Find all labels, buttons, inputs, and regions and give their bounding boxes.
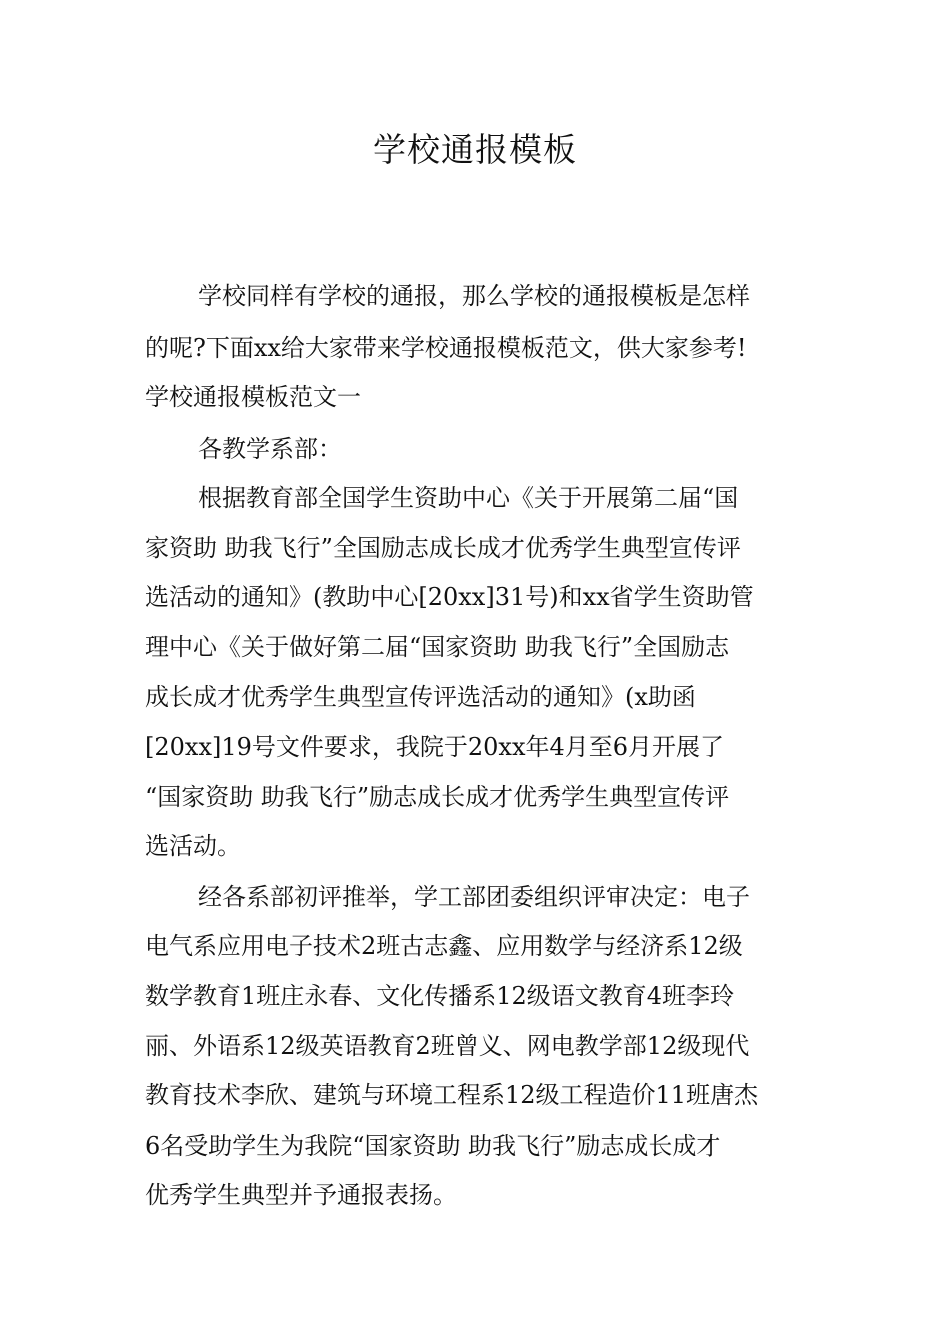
body-line: 选活动的通知》(教助中心[20xx]31号)和xx省学生资助管 <box>145 583 754 611</box>
salutation: 各教学系部： <box>198 435 342 463</box>
body-line: 丽、外语系12级英语教育2班曾义、网电教学部12级现代 <box>145 1032 750 1060</box>
body-line: 经各系部初评推举，学工部团委组织评审决定：电子 <box>198 883 750 911</box>
section-heading: 学校通报模板范文一 <box>145 383 361 411</box>
body-line: 学校同样有学校的通报，那么学校的通报模板是怎样 <box>198 282 750 310</box>
body-line: 理中心《关于做好第二届“国家资助 助我飞行”全国励志 <box>145 633 730 661</box>
body-line: 的呢?下面xx给大家带来学校通报模板范文，供大家参考! <box>145 334 747 362</box>
body-line: 家资助 助我飞行”全国励志成长成才优秀学生典型宣传评 <box>145 534 741 562</box>
body-line: 选活动。 <box>145 832 241 860</box>
body-line: 根据教育部全国学生资助中心《关于开展第二届“国 <box>198 484 739 512</box>
body-line: 数学教育1班庄永春、文化传播系12级语文教育4班李玲 <box>145 982 735 1010</box>
document-title: 学校通报模板 <box>373 130 577 169</box>
body-line: 电气系应用电子技术2班古志鑫、应用数学与经济系12级 <box>145 932 743 960</box>
body-line: 6名受助学生为我院“国家资助 助我飞行”励志成长成才 <box>145 1132 721 1160</box>
body-line: 成长成才优秀学生典型宣传评选活动的通知》(x助函 <box>145 683 696 711</box>
body-line: 教育技术李欣、建筑与环境工程系12级工程造价11班唐杰 <box>145 1081 759 1109</box>
body-line: 优秀学生典型并予通报表扬。 <box>145 1181 457 1209</box>
body-line: “国家资助 助我飞行”励志成长成才优秀学生典型宣传评 <box>145 783 730 811</box>
body-line: [20xx]19号文件要求，我院于20xx年4月至6月开展了 <box>145 733 725 761</box>
